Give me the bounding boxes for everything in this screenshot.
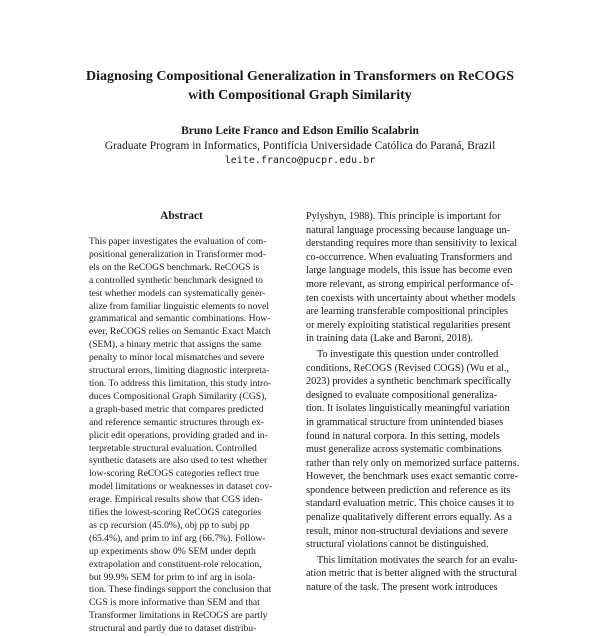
abstract-line: but 99.9% SEM for prim to inf arg in isola- bbox=[89, 571, 256, 583]
body-paragraph bbox=[306, 210, 519, 346]
abstract-line: tion. To address this limitation, this study intro- bbox=[89, 377, 272, 389]
body-line: are learning transferable compositional principles bbox=[306, 306, 508, 318]
title-line: with Compositional Graph Similarity bbox=[188, 88, 412, 103]
abstract-line: a controlled synthetic benchmark designed to bbox=[89, 274, 263, 286]
abstract-line: model limitations or weaknesses in dataset cov- bbox=[89, 481, 273, 493]
abstract-line: positional generalization in Transformer mod- bbox=[89, 248, 266, 260]
abstract-line: duces Compositional Graph Similarity (CGS), bbox=[89, 390, 267, 402]
body-line: must generalize across systematic combinations bbox=[306, 444, 502, 456]
abstract-body bbox=[89, 236, 276, 636]
abstract-line: This paper investigates the evaluation of com- bbox=[89, 236, 267, 247]
abstract-line: grammatical and semantic combinations. How- bbox=[89, 313, 271, 325]
abstract-line: extrapolation and constituent-role relocation, bbox=[89, 558, 262, 570]
body-line: co-occurrence. When evaluating Transformers and bbox=[306, 251, 513, 263]
abstract-heading: Abstract bbox=[160, 210, 203, 222]
body-paragraph bbox=[306, 348, 519, 552]
body-line: structural violations cannot be distinguished. bbox=[306, 539, 489, 551]
abstract-line: alize from familiar linguistic elements to novel bbox=[89, 300, 270, 312]
abstract-line: low-scoring ReCOGS categories reflect true bbox=[89, 468, 259, 480]
abstract-line: structural and partly due to dataset distribu- bbox=[89, 623, 257, 635]
abstract-line: Transformer limitations in ReCOGS are partly bbox=[89, 610, 268, 622]
abstract-line: terpretable structural evaluation. Controlled bbox=[89, 442, 257, 454]
body-line: penalize qualitatively different errors equally. As a bbox=[306, 512, 512, 524]
body-line: natural language processing because language un- bbox=[306, 224, 510, 236]
abstract-line: (SEM), a binary metric that assigns the same bbox=[89, 339, 262, 351]
title-line: Diagnosing Compositional Generalization in Transformers on ReCOGS bbox=[85, 69, 515, 84]
body-line: derstanding requires more than sensitivity to lexical bbox=[306, 238, 518, 250]
author-names: Bruno Leite Franco and Edson Emilio Scalabrin bbox=[181, 125, 419, 137]
abstract-line: and reference semantic structures through ex- bbox=[89, 416, 265, 428]
abstract-line: structural errors, limiting diagnostic interpreta- bbox=[89, 365, 270, 377]
abstract-line: els on the ReCOGS benchmark. ReCOGS is bbox=[89, 261, 260, 273]
body-line: nature of the task. The present work introduces bbox=[306, 582, 498, 594]
abstract-line: up experiments show 0% SEM under depth bbox=[89, 545, 256, 557]
abstract-line: tifies the lowest-scoring ReCOGS categories bbox=[89, 507, 262, 519]
abstract-line: ever, ReCOGS relies on Semantic Exact Match bbox=[89, 326, 271, 338]
body-line: found in natural corpora. In this setting, models bbox=[306, 430, 500, 442]
body-line: in training data (Lake and Baroni, 2018). bbox=[306, 333, 473, 345]
abstract-line: (65.4%), and prim to inf arg (66.7%). Follow- bbox=[89, 532, 266, 544]
body-line: or merely exploiting statistical regularities present bbox=[306, 319, 511, 331]
abstract-line: erage. Empirical results show that CGS iden- bbox=[89, 494, 263, 506]
body-line: 2023) provides a synthetic benchmark specifically bbox=[306, 376, 512, 388]
body-line: ation metric that is better aligned with the structural bbox=[306, 568, 518, 580]
introduction-body bbox=[306, 210, 519, 595]
abstract-line: plicit edit operations, providing graded and in- bbox=[89, 429, 268, 441]
body-line: result, minor non-structural deviations and severe bbox=[306, 525, 508, 537]
body-line: spondence between prediction and reference as its bbox=[306, 484, 511, 496]
body-line: standard evaluation metric. This choice causes it to bbox=[306, 498, 515, 510]
body-paragraph bbox=[306, 554, 519, 595]
abstract-line: penalty to minor local mismatches and severe bbox=[89, 352, 265, 364]
body-line: This limitation motivates the search for an evalu- bbox=[317, 554, 518, 566]
abstract-line: test whether models can systematically gener- bbox=[89, 287, 266, 299]
body-line: To investigate this question under controlled bbox=[317, 348, 499, 360]
abstract-line: synthetic datasets are also used to test whether bbox=[89, 455, 268, 467]
body-line: large language models, this issue has become even bbox=[306, 265, 513, 277]
body-line: in grammatical structure from unintended biases bbox=[306, 416, 504, 428]
abstract-line: a graph-based metric that compares predicted bbox=[89, 403, 264, 415]
body-line: rather than rely only on memorized surface patterns. bbox=[306, 457, 520, 469]
body-line: conditions, ReCOGS (Revised COGS) (Wu et al., bbox=[306, 362, 510, 374]
body-line: tion. It isolates linguistically meaningful variation bbox=[306, 403, 510, 415]
body-line: more relevant, as strong empirical performance of- bbox=[306, 278, 514, 290]
abstract-line: tion. These findings support the conclusion that bbox=[89, 584, 272, 596]
body-line: ten coexists with uncertainty about whether models bbox=[306, 292, 516, 304]
body-line: However, the benchmark uses exact semantic corre- bbox=[306, 471, 519, 483]
author-email: leite.franco@pucpr.edu.br bbox=[224, 155, 376, 166]
author-affiliation: Graduate Program in Informatics, Pontifícia Universidade Católica do Paraná, Brazil bbox=[104, 140, 496, 152]
abstract-line: CGS is more informative than SEM and that bbox=[89, 597, 260, 609]
body-line: Pylyshyn, 1988). This principle is important for bbox=[306, 211, 501, 222]
abstract-line: as cp recursion (45.0%), obj pp to subj pp bbox=[89, 519, 250, 531]
body-line: designed to evaluate compositional generaliza- bbox=[306, 389, 498, 401]
paper-title bbox=[40, 67, 560, 105]
